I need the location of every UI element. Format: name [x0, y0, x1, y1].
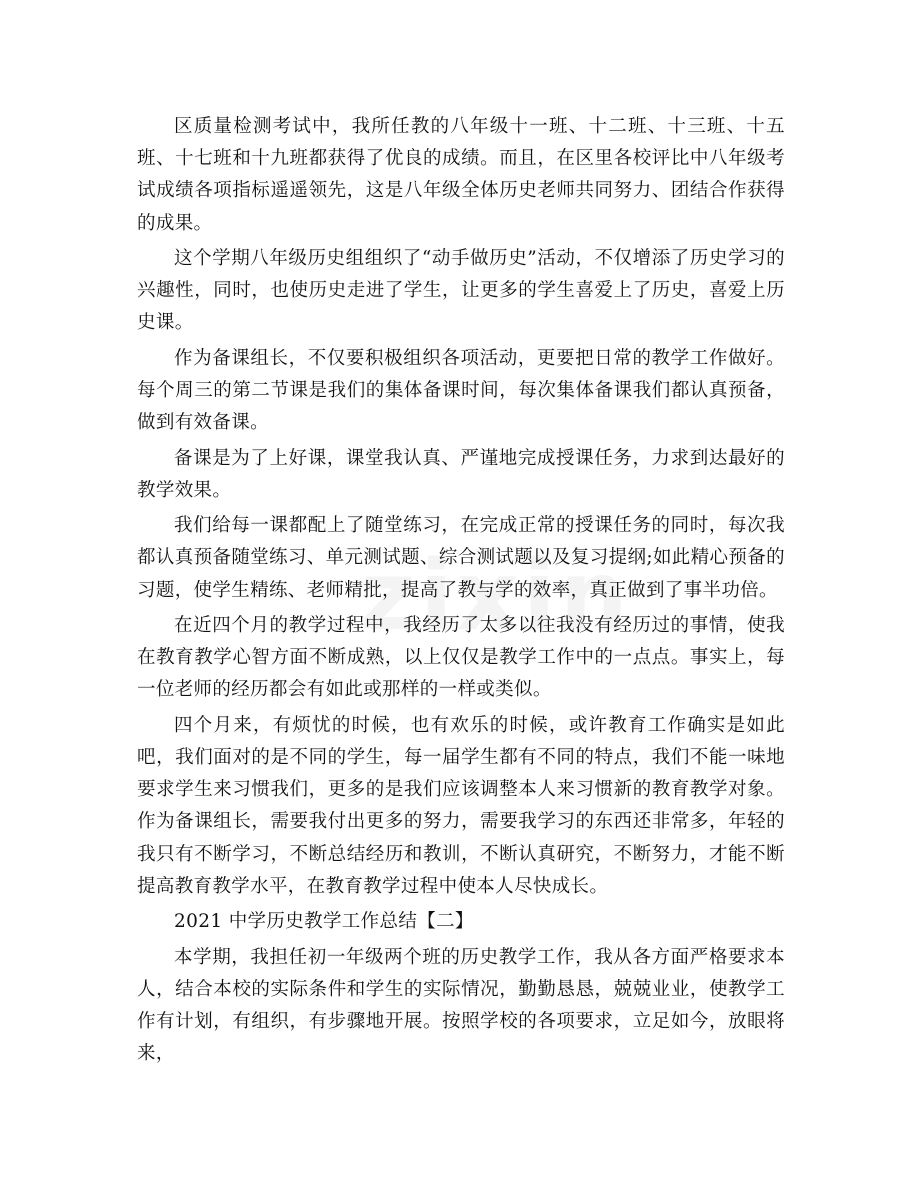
paragraph: 区质量检测考试中，我所任教的八年级十一班、十二班、十三班、十五班、十七班和十九班都获得了优良的成绩。而且，在区里各校评比中八年级考试成绩各项指标遥遥领先，这是八年级全体历史老师共同努力、团结合作获得的成果。: [137, 116, 785, 234]
paragraph: 在近四个月的教学过程中，我经历了太多以往我没有经历过的事情，使我在教育教学心智方面不断成熟，以上仅仅是教学工作中的一点点。事实上，每一位老师的经历都会有如此或那样的一样或类似。: [137, 614, 785, 701]
paragraph: 四个月来，有烦忧的时候，也有欢乐的时候，或许教育工作确实是如此吧，我们面对的是不同的学生，每一届学生都有不同的特点，我们不能一味地要求学生来习惯我们，更多的是我们应该调整本人来习惯新的教育教学对象。作为备课组长，需要我付出更多的努力，需要我学习的东西还非常多，年轻的我只有不断学习，不断总结经历和教训，不断认真研究，不断努力，才能不断提高教育教学水平，在教育教学过程中使本人尽快成长。: [137, 714, 785, 897]
document-body: [137, 111, 785, 1074]
paragraph: 作为备课组长，不仅要积极组织各项活动，更要把日常的教学工作做好。每个周三的第二节课是我们的集体备课时间，每次集体备课我们都认真预备，做到有效备课。: [137, 347, 785, 434]
paragraph: 本学期，我担任初一年级两个班的历史教学工作，我从各方面严格要求本人，结合本校的实际条件和学生的实际情况，勤勤恳恳，兢兢业业，使教学工作有计划，有组织，有步骤地开展。按照学校的各项要求，立足如今，放眼将来，: [137, 946, 785, 1065]
paragraph: 备课是为了上好课，课堂我认真、严谨地完成授课任务，力求到达最好的教学效果。: [137, 447, 785, 501]
paragraph: 我们给每一课都配上了随堂练习，在完成正常的授课任务的同时，每次我都认真预备随堂练习、单元测试题、综合测试题以及复习提纲;如此精心预备的习题，使学生精练、老师精批，提高了教与学的效率，真正做到了事半功倍。: [137, 515, 785, 601]
paragraph: 这个学期八年级历史组组织了“动手做历史”活动，不仅增添了历史学习的兴趣性，同时，也使历史走进了学生，让更多的学生喜爱上了历史，喜爱上历史课。: [137, 248, 785, 334]
section-heading: 2021 中学历史教学工作总结【二】: [174, 911, 474, 933]
